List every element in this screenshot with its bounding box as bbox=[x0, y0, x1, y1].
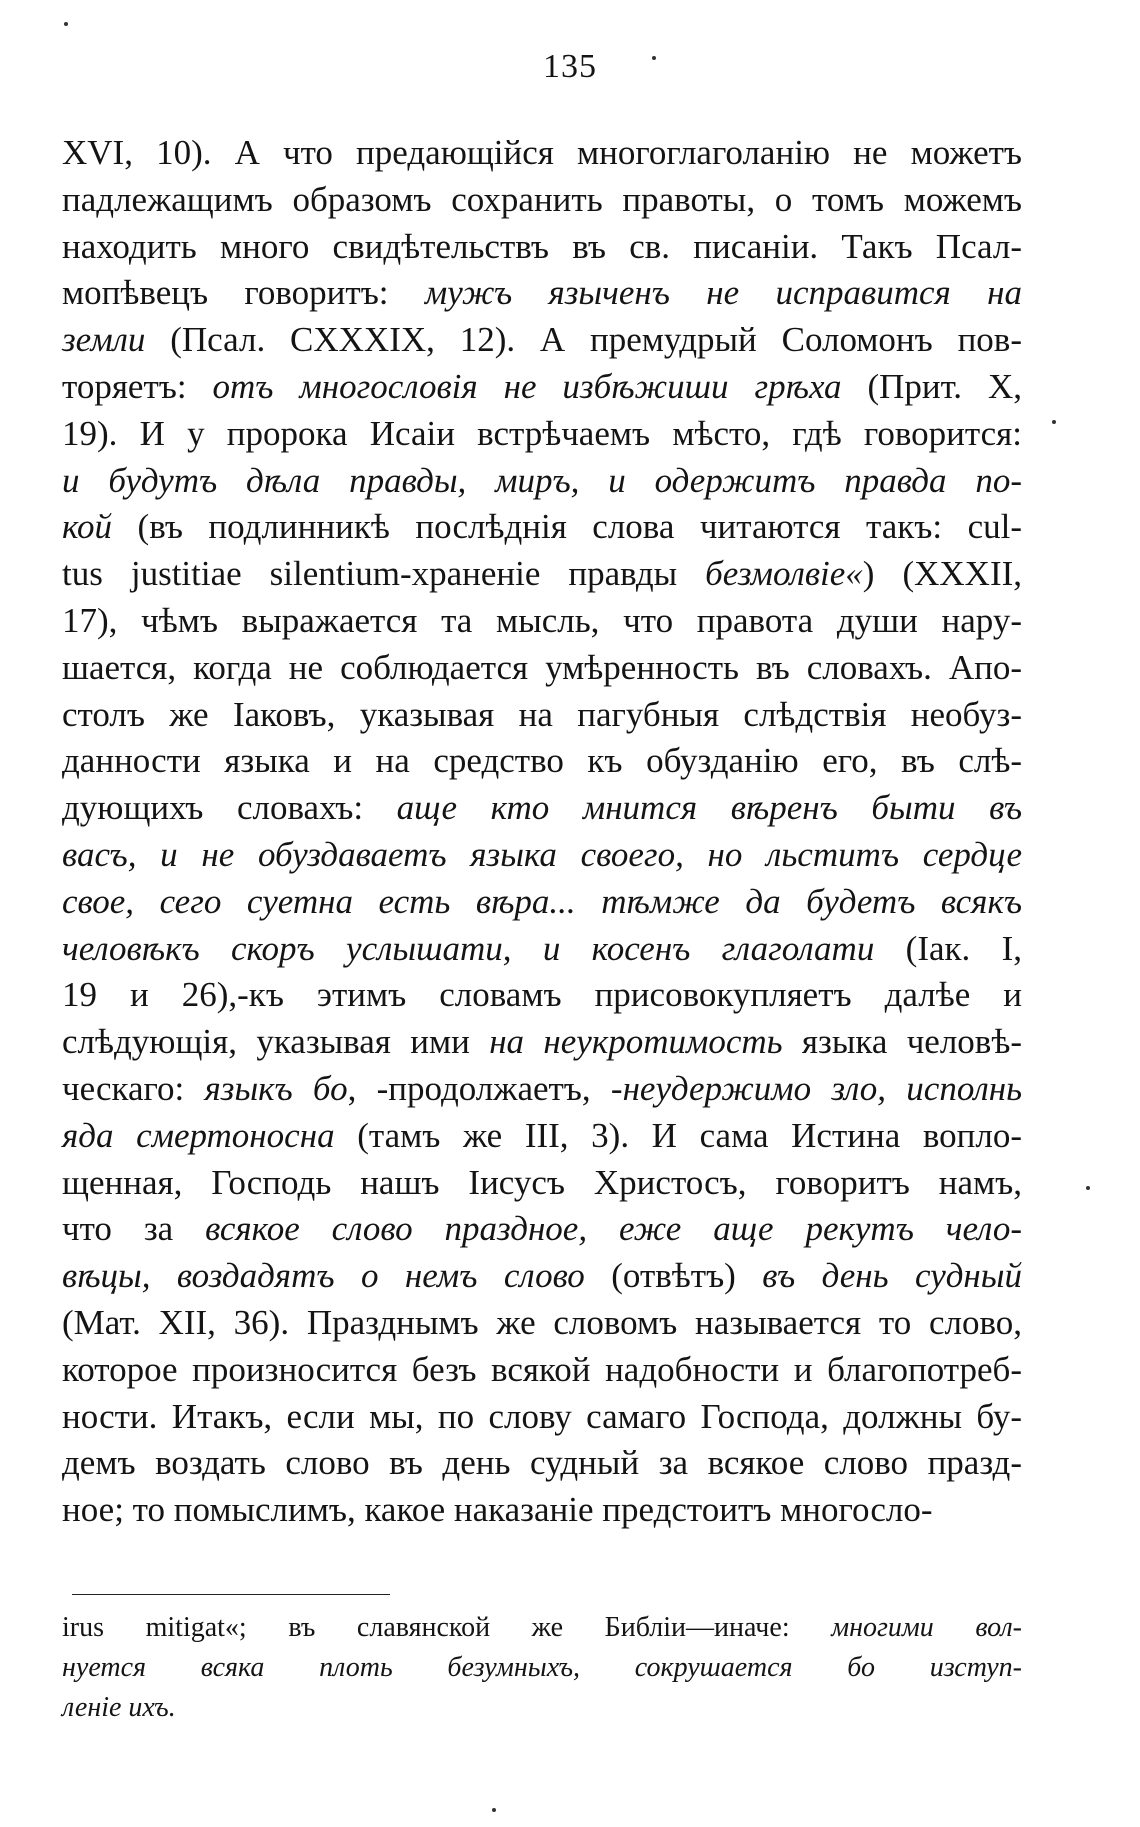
italic-quotation: васъ, и не обуздаваетъ языка своего, но льститъ сердце bbox=[62, 834, 1022, 874]
italic-quotation: кой bbox=[62, 507, 113, 547]
text-span: (Мат. XII, 36). Празднымъ же словомъ называется то слово, bbox=[62, 1302, 1022, 1342]
text-span: демъ воздать слово въ день судный за всякое слово празд- bbox=[62, 1443, 1022, 1483]
text-span: столъ же Іаковъ, указывая на пагубныя слѣдствія необуз- bbox=[62, 694, 1022, 734]
text-span: (Іак. I, bbox=[874, 928, 1022, 968]
text-span: 19 и 26),-къ этимъ словамъ присовокупляетъ далѣе и bbox=[62, 975, 1022, 1015]
italic-quotation: леніе ихъ. bbox=[62, 1692, 176, 1723]
italic-quotation: аще кто мнится вѣренъ быти въ bbox=[396, 788, 1022, 828]
text-line bbox=[62, 926, 1022, 973]
text-span: ности. Итакъ, если мы, по слову самаго Господа, должны бу- bbox=[62, 1396, 1022, 1436]
text-line bbox=[62, 1347, 1022, 1394]
text-line bbox=[62, 1019, 1022, 1066]
text-line bbox=[62, 364, 1022, 411]
text-line bbox=[62, 458, 1022, 505]
footnote-text bbox=[62, 1608, 1022, 1728]
text-line bbox=[62, 130, 1022, 177]
italic-quotation: вѣцы, воздадятъ о немъ слово bbox=[62, 1256, 585, 1296]
text-line bbox=[62, 224, 1022, 271]
text-span: XVI, 10). А что предающійся многоглаголанію не можетъ bbox=[62, 133, 1022, 172]
scan-speck bbox=[1086, 1186, 1090, 1190]
text-span: , -продолжаетъ, - bbox=[347, 1068, 623, 1108]
footnote-divider bbox=[72, 1594, 390, 1595]
text-line bbox=[62, 411, 1022, 458]
text-span: ное; то помыслимъ, какое наказаніе предстоитъ многосло- bbox=[62, 1490, 933, 1530]
text-span: (отвѣтъ) bbox=[584, 1256, 763, 1296]
text-line bbox=[62, 1206, 1022, 1253]
italic-quotation: и будутъ дѣла правды, миръ, и одержитъ правда по- bbox=[62, 460, 1022, 500]
text-span: шается, когда не соблюдается умѣренность въ словахъ. Апо- bbox=[62, 647, 1022, 687]
text-span: (въ подлинникѣ послѣднія слова читаются такъ: cul- bbox=[112, 507, 1022, 547]
text-span: (Псал. CXXXIX, 12). А премудрый Соломонъ пов- bbox=[145, 320, 1022, 360]
text-span: (тамъ же III, 3). И сама Истина вопло- bbox=[334, 1115, 1022, 1155]
scan-speck bbox=[1052, 420, 1056, 424]
italic-quotation: неудержимо зло, исполнь bbox=[622, 1068, 1023, 1108]
text-line bbox=[62, 692, 1022, 739]
text-span: tus justitiae silentium-храненіе правды bbox=[62, 554, 706, 594]
page-number: 135 bbox=[543, 48, 597, 85]
text-line bbox=[62, 1394, 1022, 1441]
text-span: 17), чѣмъ выражается та мысль, что правота души нару- bbox=[62, 600, 1022, 640]
italic-quotation: многими вол- bbox=[831, 1612, 1022, 1643]
text-span: что за bbox=[62, 1209, 206, 1249]
italic-quotation: яда смертоносна bbox=[62, 1115, 335, 1155]
text-line bbox=[62, 177, 1022, 224]
text-span: ) (XXXII, bbox=[862, 554, 1023, 594]
italic-quotation: нуется всяка плоть безумныхъ, сокрушается бо изступ- bbox=[62, 1652, 1022, 1683]
italic-quotation: въ день судный bbox=[762, 1256, 1022, 1296]
text-line bbox=[62, 1066, 1022, 1113]
italic-quotation: мужъ языченъ не исправится на bbox=[424, 273, 1023, 313]
text-line bbox=[62, 785, 1022, 832]
text-line bbox=[62, 738, 1022, 785]
text-span: (Прит. X, bbox=[841, 366, 1022, 406]
text-span: торяетъ: bbox=[62, 366, 213, 406]
italic-quotation: свое, сего суетна есть вѣра... тѣмже да будетъ всякъ bbox=[62, 881, 1022, 921]
text-line bbox=[62, 551, 1022, 598]
text-line bbox=[62, 832, 1022, 879]
text-span: мопѣвецъ говоритъ: bbox=[62, 273, 425, 313]
scan-speck bbox=[492, 1808, 496, 1812]
text-line bbox=[62, 1440, 1022, 1487]
text-line bbox=[62, 504, 1022, 551]
text-line bbox=[62, 270, 1022, 317]
text-span: языка человѣ- bbox=[782, 1022, 1022, 1062]
text-line bbox=[62, 1300, 1022, 1347]
text-span: дующихъ словахъ: bbox=[62, 788, 397, 828]
text-line bbox=[62, 317, 1022, 364]
italic-quotation: языкъ бо bbox=[204, 1068, 348, 1108]
text-line bbox=[62, 1160, 1022, 1207]
text-span: падлежащимъ образомъ сохранить правоты, о томъ можемъ bbox=[62, 179, 1022, 219]
text-line bbox=[62, 645, 1022, 692]
italic-quotation: отъ многословія не избѣжиши грѣха bbox=[212, 366, 842, 406]
italic-quotation: человѣкъ скоръ услышати, и косенъ глаголати bbox=[62, 928, 875, 968]
text-span: данности языка и на средство къ обузданію его, въ слѣ- bbox=[62, 741, 1022, 781]
text-line bbox=[62, 1113, 1022, 1160]
text-line bbox=[62, 1253, 1022, 1300]
text-span: щенная, Господь нашъ Іисусъ Христосъ, говоритъ намъ, bbox=[62, 1162, 1022, 1202]
text-span: слѣдующія, указывая ими bbox=[62, 1022, 490, 1062]
text-span: которое произносится безъ всякой надобности и благопотреб- bbox=[62, 1349, 1022, 1389]
italic-quotation: на неукротимость bbox=[489, 1022, 783, 1062]
text-line bbox=[62, 1608, 1022, 1648]
text-span: irus mitigat«; въ славянской же Библіи—иначе: bbox=[62, 1612, 832, 1643]
scan-speck bbox=[652, 56, 656, 60]
text-line bbox=[62, 1688, 1022, 1728]
text-line bbox=[62, 1648, 1022, 1688]
scan-speck bbox=[64, 22, 68, 26]
text-span: 19). И у пророка Исаіи встрѣчаемъ мѣсто, гдѣ говорится: bbox=[62, 413, 1022, 453]
italic-quotation: безмолвіе« bbox=[705, 554, 863, 594]
text-line bbox=[62, 972, 1022, 1019]
text-span: ческаго: bbox=[62, 1068, 205, 1108]
italic-quotation: всякое слово праздное, еже аще рекутъ чело- bbox=[205, 1209, 1022, 1249]
text-span: находить много свидѣтельствъ въ св. писаніи. Такъ Псал- bbox=[62, 226, 1022, 266]
italic-quotation: земли bbox=[62, 320, 146, 360]
text-line bbox=[62, 1487, 1022, 1534]
text-line bbox=[62, 879, 1022, 926]
text-line bbox=[62, 598, 1022, 645]
main-text bbox=[62, 130, 1022, 1534]
